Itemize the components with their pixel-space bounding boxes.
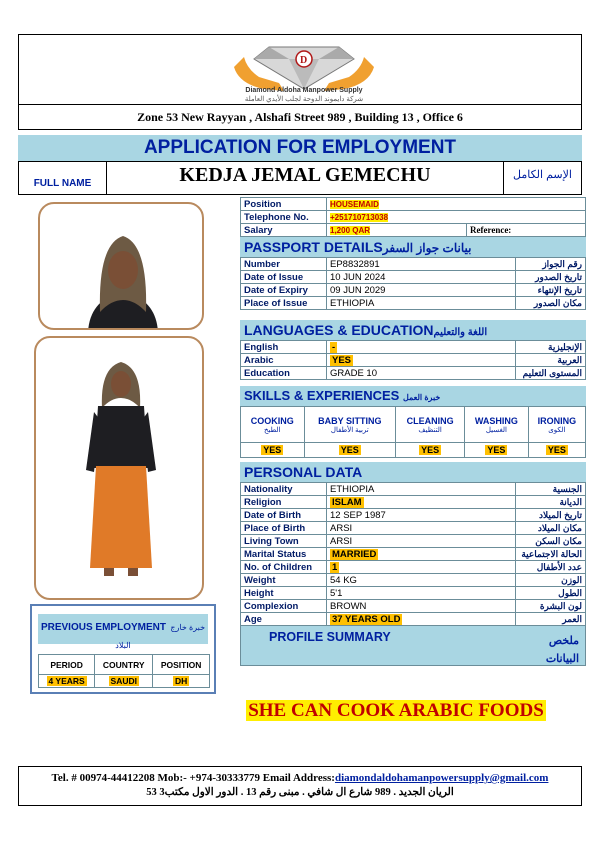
personal-value: BROWN: [330, 600, 367, 612]
skills-section-header: [240, 386, 586, 406]
personal-value: ARSI: [330, 535, 353, 547]
company-address: Zone 53 New Rayyan , Alshafi Street 989 , Building 13 , Office 6: [18, 104, 582, 130]
personal-row: [241, 574, 586, 587]
skill-value: YES: [340, 445, 359, 455]
position-header: POSITION: [153, 655, 210, 675]
personal-label: Height: [241, 587, 327, 600]
skill-name-cell: [528, 407, 585, 443]
personal-row: [241, 496, 586, 509]
skill-name-ar: الغسيل: [485, 426, 507, 434]
personal-title: PERSONAL DATA: [244, 464, 363, 480]
personal-label-ar: تاريخ الميلاد: [516, 509, 586, 522]
language-label: Education: [241, 367, 327, 380]
personal-label-ar: مكان السكن: [516, 535, 586, 548]
personal-row: [241, 561, 586, 574]
passport-label: Number: [241, 258, 327, 271]
personal-label: Age: [241, 613, 327, 626]
skill-value: YES: [263, 445, 282, 455]
skill-value: YES: [487, 445, 506, 455]
profile-summary-title: PROFILE SUMMARY: [269, 630, 391, 644]
skill-name-cell: [241, 407, 305, 443]
personal-row: [241, 535, 586, 548]
skill-name: WASHING: [474, 415, 518, 426]
languages-section-header: [240, 320, 586, 340]
skill-name: BABY SITTING: [318, 415, 382, 426]
passport-row: [241, 297, 586, 310]
language-label-ar: المستوى التعليم: [516, 367, 586, 380]
language-row: [241, 341, 586, 354]
svg-text:D: D: [300, 55, 308, 66]
language-row: [241, 354, 586, 367]
profile-summary-text-wrap: [236, 700, 556, 722]
passport-label-ar: تاريخ الصدور: [516, 271, 586, 284]
personal-label: No. of Children: [241, 561, 327, 574]
full-name-row: [18, 161, 582, 195]
period-header: PERIOD: [39, 655, 95, 675]
personal-row: [241, 600, 586, 613]
passport-row: [241, 271, 586, 284]
full-body-photo: [34, 336, 204, 600]
personal-label: Complexion: [241, 600, 327, 613]
languages-title: LANGUAGES & EDUCATION: [244, 322, 434, 338]
job-table: [240, 197, 586, 237]
passport-table: [240, 257, 586, 310]
footer: [18, 766, 582, 806]
passport-value: 09 JUN 2029: [330, 284, 386, 296]
personal-value: ISLAM: [332, 496, 362, 508]
language-label-ar: الإنجليزية: [516, 341, 586, 354]
period-value: 4 YEARS: [48, 675, 85, 686]
personal-label-ar: الطول: [516, 587, 586, 600]
personal-section-header: [240, 462, 586, 482]
personal-row: [241, 587, 586, 600]
previous-employment-header: [38, 614, 208, 650]
passport-label: Date of Expiry: [241, 284, 327, 297]
skill-name-cell: [465, 407, 529, 443]
languages-title-ar: اللغة والتعليم: [433, 327, 488, 338]
footer-address-ar: 53 الريان الجديد . 989 شارع ال شافي . مبنى رقم 13 . الدور الاول مكتب3: [146, 787, 454, 798]
passport-value: ETHIOPIA: [330, 297, 375, 309]
country-value: SAUDI: [110, 675, 137, 686]
language-label: Arabic: [241, 354, 327, 367]
skill-name-ar: الكوى: [548, 426, 566, 434]
full-name-label: FULL NAME: [19, 162, 107, 194]
passport-title: PASSPORT DETAILS: [244, 239, 383, 255]
footer-email-link[interactable]: diamondaldohamanpowersupply@gmail.com: [334, 772, 549, 784]
language-label-ar: العربية: [516, 354, 586, 367]
passport-value: EP8832891: [330, 258, 380, 270]
personal-label-ar: الوزن: [516, 574, 586, 587]
skills-table: [240, 406, 586, 458]
personal-value: ARSI: [330, 522, 353, 534]
passport-row: [241, 258, 586, 271]
language-value: -: [332, 341, 336, 353]
language-value: YES: [332, 354, 352, 366]
passport-row: [241, 284, 586, 297]
telephone-label: Telephone No.: [241, 211, 327, 224]
passport-label-ar: رقم الجواز: [516, 258, 586, 271]
personal-table: [240, 482, 586, 626]
language-label: English: [241, 341, 327, 354]
personal-value: 54 KG: [330, 574, 357, 586]
previous-employment-title-ar: خبرة خارج البلاد: [115, 623, 206, 650]
previous-employment-table: [38, 654, 210, 688]
salary-value: 1,200 QAR: [330, 225, 371, 235]
personal-value: MARRIED: [332, 548, 377, 560]
personal-label: Marital Status: [241, 548, 327, 561]
personal-label-ar: لون البشرة: [516, 600, 586, 613]
profile-summary-title-ar: ملخص البيانات: [545, 635, 579, 665]
personal-row: [241, 483, 586, 496]
personal-label: Living Town: [241, 535, 327, 548]
reference-label: Reference:: [467, 224, 586, 237]
personal-label: Date of Birth: [241, 509, 327, 522]
country-header: COUNTRY: [95, 655, 153, 675]
details-column: [240, 197, 586, 666]
language-row: [241, 367, 586, 380]
passport-label-ar: مكان الصدور: [516, 297, 586, 310]
personal-row: [241, 522, 586, 535]
skill-name-cell: [396, 407, 465, 443]
skill-name-ar: الطبخ: [264, 426, 281, 434]
personal-row: [241, 509, 586, 522]
personal-label: Religion: [241, 496, 327, 509]
personal-value: 5'1: [330, 587, 343, 599]
language-value: GRADE 10: [330, 367, 377, 379]
personal-label: Place of Birth: [241, 522, 327, 535]
person-full-body-icon: [36, 338, 204, 600]
skill-name-ar: تربية الأطفال: [330, 426, 369, 434]
full-name-label-ar: الإسم الكامل: [503, 162, 581, 194]
skills-title-ar: خبرة العمل: [402, 393, 441, 402]
skill-name-cell: [304, 407, 396, 443]
passport-label: Place of Issue: [241, 297, 327, 310]
personal-value: 37 YEARS OLD: [332, 613, 401, 625]
personal-label: Weight: [241, 574, 327, 587]
position-value: HOUSEMAID: [330, 199, 379, 209]
personal-label-ar: مكان الميلاد: [516, 522, 586, 535]
company-name: Diamond Aldoha Manpower Supply: [245, 87, 363, 94]
skill-name: COOKING: [250, 415, 294, 426]
personal-row: [241, 548, 586, 561]
skill-name-ar: التنظيف: [418, 426, 442, 434]
person-portrait-icon: [40, 204, 204, 330]
position-label: Position: [241, 198, 327, 211]
portrait-photo: [38, 202, 204, 330]
personal-label: Nationality: [241, 483, 327, 496]
passport-title-ar: بيانات جواز السفر: [382, 241, 472, 255]
full-name-value: KEDJA JEMAL GEMECHU: [179, 164, 431, 186]
personal-label-ar: عدد الأطفال: [516, 561, 586, 574]
company-name-ar: شركة دايموند الدوحة لجلب الأيدي العاملة: [244, 96, 364, 103]
passport-label: Date of Issue: [241, 271, 327, 284]
personal-label-ar: الجنسية: [516, 483, 586, 496]
profile-summary-text: SHE CAN COOK ARABIC FOODS: [248, 700, 544, 721]
passport-value: 10 JUN 2024: [330, 271, 386, 283]
salary-label: Salary: [241, 224, 327, 237]
previous-employment-title: PREVIOUS EMPLOYMENT: [40, 622, 166, 633]
personal-value: ETHIOPIA: [330, 483, 375, 495]
profile-summary-header: [240, 626, 586, 666]
personal-value: 12 SEP 1987: [330, 509, 386, 521]
footer-contact: Tel. # 00974-44412208 Mob:- +974-30333779 Email Address:: [51, 772, 335, 784]
skills-title: SKILLS & EXPERIENCES: [244, 388, 400, 403]
languages-table: [240, 340, 586, 380]
skill-value: YES: [421, 445, 440, 455]
personal-row: [241, 613, 586, 626]
previous-employment-panel: [30, 604, 216, 694]
skill-name: CLEANING: [406, 415, 454, 426]
passport-label-ar: تاريخ الإنتهاء: [516, 284, 586, 297]
passport-section-header: [240, 237, 586, 257]
page-title: APPLICATION FOR EMPLOYMENT: [18, 135, 582, 161]
personal-label-ar: الديانة: [516, 496, 586, 509]
telephone-value: +251710713038: [330, 212, 389, 222]
position-value: DH: [174, 675, 188, 686]
personal-value: 1: [332, 561, 338, 573]
personal-label-ar: الحالة الاجتماعية: [516, 548, 586, 561]
skill-value: YES: [547, 445, 566, 455]
skill-name: IRONING: [537, 415, 577, 426]
personal-label-ar: العمر: [516, 613, 586, 626]
footer-contact-line: [19, 772, 581, 784]
